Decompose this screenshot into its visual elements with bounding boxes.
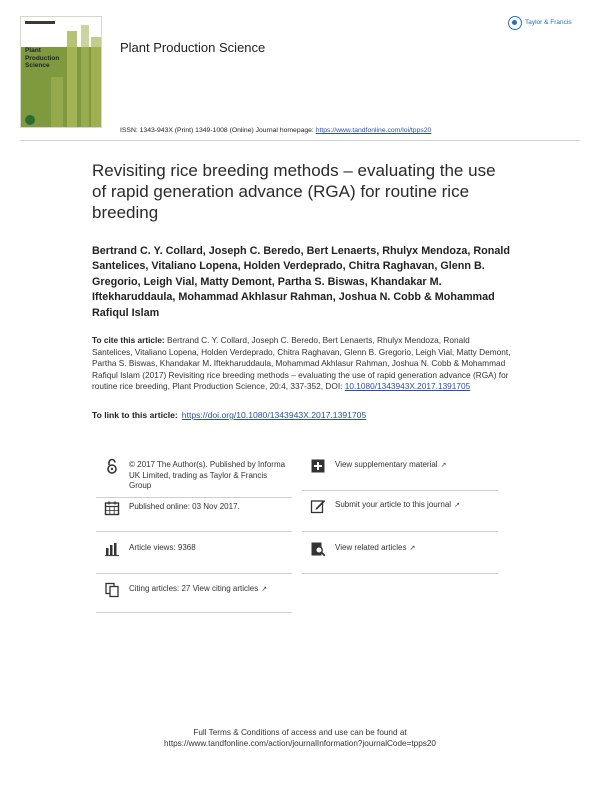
- published-online-box: [96, 500, 292, 532]
- publisher-logo[interactable]: [508, 16, 572, 30]
- publisher-logo-icon: [508, 16, 522, 30]
- license-box[interactable]: [96, 458, 292, 498]
- external-link-icon: ↗: [261, 586, 268, 593]
- citing-articles-box[interactable]: [96, 582, 292, 613]
- submit-article-link[interactable]: Submit your article to this journal: [335, 500, 452, 509]
- cover-society-logo: [25, 115, 35, 125]
- open-access-icon: [104, 458, 120, 474]
- published-online-text: Published online: 03 Nov 2017.: [129, 502, 240, 511]
- article-link-line: [92, 410, 512, 420]
- article-doi-url[interactable]: https://doi.org/10.1080/1343943X.2017.1391705: [181, 410, 367, 420]
- terms-footer: [0, 727, 600, 750]
- citation-text: Bertrand C. Y. Collard, Joseph C. Beredo, Bert Lenaerts, Rhulyx Mendoza, Ronald Santelices, Vitaliano Lopena, Holden Verdeprado, Chitra Raghavan, Glenn B. Gregorio, Leigh Vial, Matty Demont, Partha S. Biswas, Khandakar M. Iftekharuddaula, Mohammad Akhlasur Rahman, Joshua N. Cobb & Mohammad Rafiqul Islam (2017) Revisiting rice breeding methods – evaluating the use of rapid generation advance (RGA) for routine rice breeding, Plant Production Science, 20:4, 337-352, DOI:: [92, 335, 511, 392]
- article-views-box: [96, 541, 292, 574]
- article-link-label: To link to this article:: [92, 410, 178, 420]
- journal-name[interactable]: Plant Production Science: [120, 40, 266, 55]
- article-views-text: Article views: 9368: [129, 543, 196, 552]
- external-link-icon: ↗: [454, 502, 460, 509]
- supplementary-material-box[interactable]: [302, 458, 498, 491]
- supplementary-material-link[interactable]: View supplementary material: [335, 460, 438, 469]
- citing-articles-text: Citing articles: 27 View citing articles: [129, 584, 259, 593]
- header-divider: [20, 140, 580, 141]
- edit-icon: [310, 498, 326, 514]
- terms-url[interactable]: https://www.tandfonline.com/action/journalInformation?journalCode=tpps20: [164, 739, 436, 749]
- related-articles-search-icon: [310, 541, 326, 557]
- external-link-icon: ↗: [440, 462, 447, 469]
- related-articles-link[interactable]: View related articles: [335, 543, 407, 552]
- journal-cover-image: [20, 16, 102, 128]
- article-title: Revisiting rice breeding methods – evaluating the use of rapid generation advance (RGA) for routine rice breeding: [92, 161, 496, 222]
- issn-text: ISSN: 1343-943X (Print) 1349-1008 (Online) Journal homepage:: [120, 127, 316, 134]
- article-authors: Bertrand C. Y. Collard, Joseph C. Beredo, Bert Lenaerts, Rhulyx Mendoza, Ronald Santelices, Vitaliano Lopena, Holden Verdeprado, Chitra Raghavan, Glenn B. Gregorio, Leigh Vial, Matty Demont, Partha S. Biswas, Khandakar M. Iftekharuddaula, Mohammad Akhlasur Rahman, Joshua N. Cobb & Mohammad Rafiqul Islam: [92, 245, 510, 319]
- plus-document-icon: [310, 458, 326, 474]
- citation-block: [92, 335, 512, 393]
- cover-title: Plant Production Science: [25, 47, 60, 69]
- external-link-icon: ↗: [409, 545, 416, 552]
- calendar-icon: [104, 500, 120, 516]
- bar-chart-icon: [104, 541, 120, 557]
- license-text: © 2017 The Author(s). Published by Informa UK Limited, trading as Taylor & Francis Group: [129, 460, 286, 490]
- issn-line: [120, 127, 431, 134]
- citation-label: To cite this article:: [92, 335, 165, 345]
- related-articles-box[interactable]: [302, 541, 498, 574]
- journal-homepage-link[interactable]: https://www.tandfonline.com/loi/tpps20: [315, 127, 432, 134]
- cover-publisher-mark: [25, 21, 55, 24]
- citation-doi-link[interactable]: 10.1080/1343943X.2017.1391705: [344, 381, 471, 392]
- terms-text: Full Terms & Conditions of access and use can be found at: [193, 728, 407, 737]
- publisher-logo-text: Taylor & Francis: [525, 19, 572, 26]
- citing-articles-icon: [104, 582, 120, 598]
- submit-article-box[interactable]: [302, 498, 498, 532]
